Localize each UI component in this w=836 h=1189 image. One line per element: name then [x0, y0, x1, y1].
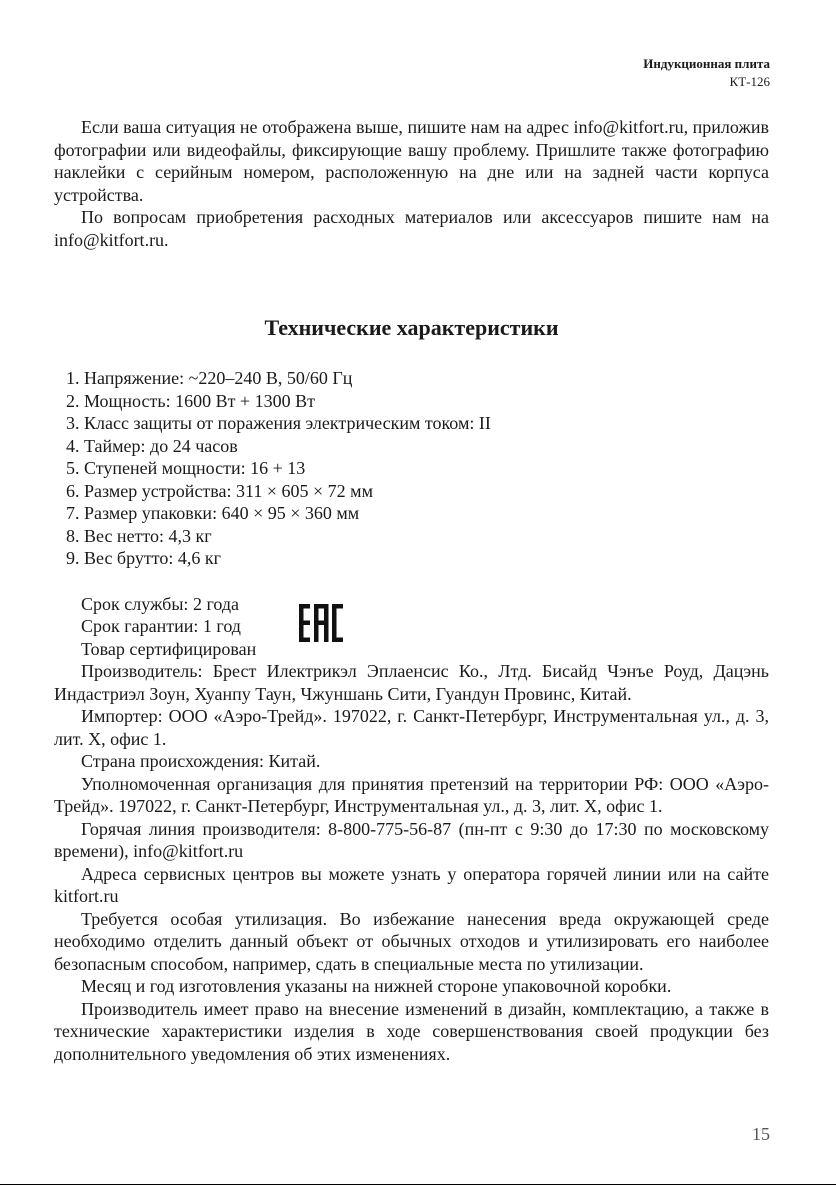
spec-item: 4. Таймер: до 24 часов [84, 435, 769, 458]
spec-item: 2. Мощность: 1600 Вт + 1300 Вт [84, 390, 769, 413]
intro-paragraph: Если ваша ситуация не отображена выше, пишите нам на адрес info@kitfort.ru, приложив фотографии или видеофайлы, фиксирующие вашу проблему. Пришлите также фотографию наклейки с серийным номером, расположенную на дне или на задней части корпуса устройства. [54, 117, 769, 205]
spec-item: 9. Вес брутто: 4,6 кг [84, 547, 769, 570]
spec-item: 6. Размер устройства: 311 × 605 × 72 мм [84, 480, 769, 503]
certification-block [54, 593, 769, 661]
service-life: Срок службы: 2 года [81, 593, 240, 614]
hotline-paragraph: Горячая линия производителя: 8-800-775-56-87 (пн-пт с 9:30 до 17:30 по московскому времени), info@kitfort.ru [54, 818, 769, 861]
manufacture-date-paragraph: Месяц и год изготовления указаны на нижней стороне упаковочной коробки. [81, 976, 672, 996]
intro-paragraph: По вопросам приобретения расходных материалов или аксессуаров пишите нам на info@kitfort.ru. [54, 207, 769, 250]
page-number: 15 [752, 1124, 770, 1144]
bottom-divider [0, 1184, 836, 1185]
changes-notice-paragraph: Производитель имеет право на внесение изменений в дизайн, комплектацию, а также в технические характеристики изделия в ходе совершенствования своей продукции без дополнительного уведомления об этих изменениях. [54, 998, 769, 1064]
manufacturer-paragraph: Производитель: Брест Илектрикэл Эплаенсис Ко., Лтд. Бисайд Чэнъе Роуд, Дацэнь Индастриэл Зоун, Хуанпу Таун, Чжуншань Сити, Гуандун Провинс, Китай. [54, 661, 769, 704]
spec-item: 5. Ступеней мощности: 16 + 13 [84, 457, 769, 480]
importer-paragraph: Импортер: ООО «Аэро-Трейд». 197022, г. Санкт-Петербург, Инструментальная ул., д. 3, лит. Х, офис 1. [54, 706, 769, 749]
disposal-paragraph: Требуется особая утилизация. Во избежание нанесения вреда окружающей среде необходимо отделить данный объект от обычных отходов и утилизировать его наиболее безопасным способом, например, сдать в специальные места по утилизации. [54, 908, 769, 974]
spec-item: 8. Вес нетто: 4,3 кг [84, 525, 769, 548]
spec-item: 7. Размер упаковки: 640 × 95 × 360 мм [84, 502, 769, 525]
origin-country: Страна происхождения: Китай. [81, 751, 321, 771]
spec-item: 1. Напряжение: ~220–240 В, 50/60 Гц [84, 367, 769, 390]
warranty-period: Срок гарантии: 1 год [81, 616, 241, 636]
claims-organization: Уполномоченная организация для принятия претензий на территории РФ: ООО «Аэро-Трейд». 197022, г. Санкт-Петербург, Инструментальная ул., д. 3, лит. Х, офис 1. [54, 773, 769, 816]
page-content [54, 116, 769, 1065]
certified-label: Товар сертифицирован [81, 638, 257, 659]
section-title: Технические характеристики [264, 315, 559, 340]
eac-mark-icon [299, 604, 343, 642]
page-header [643, 55, 770, 91]
spec-item: 3. Класс защиты от поражения электрическим током: II [84, 412, 769, 435]
specs-list [54, 367, 769, 570]
header-model: КТ-126 [729, 74, 770, 89]
service-centers-paragraph: Адреса сервисных центров вы можете узнать у оператора горячей линии или на сайте kitfort.ru [54, 863, 769, 906]
header-product-name: Индукционная плита [643, 56, 770, 71]
